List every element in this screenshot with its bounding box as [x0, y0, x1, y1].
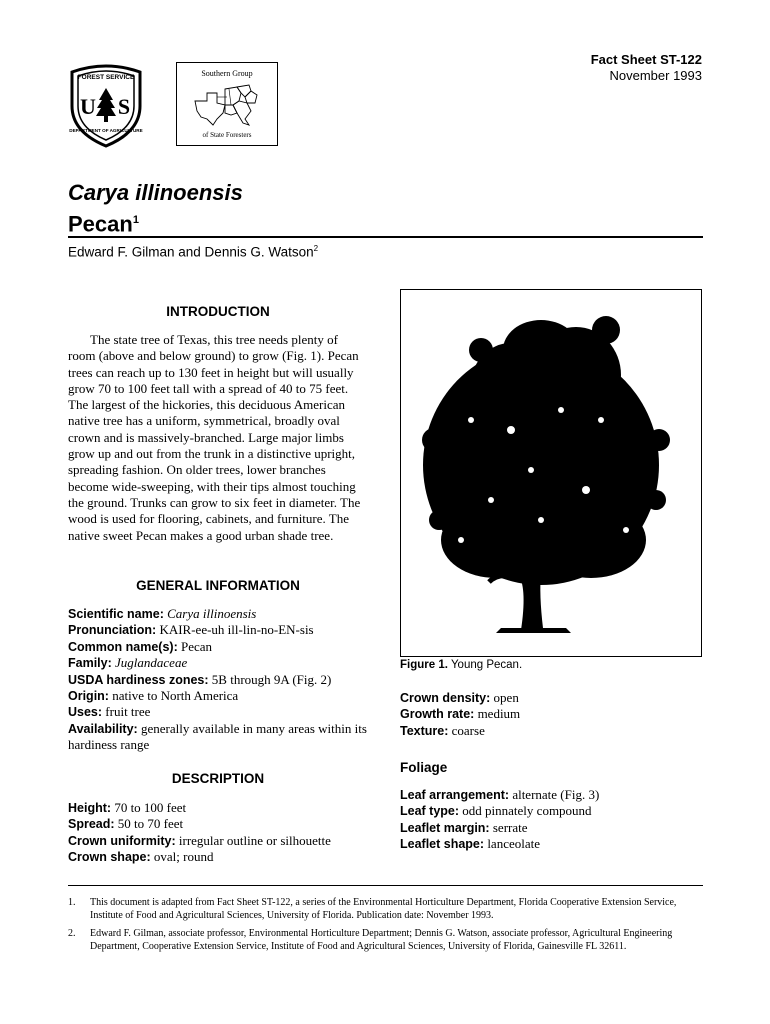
authors-footnote-marker: 2 — [313, 244, 319, 253]
svg-text:FOREST SERVICE: FOREST SERVICE — [77, 74, 135, 81]
field-label: Leaf type: — [400, 804, 460, 819]
footnote-1 — [68, 897, 703, 922]
author-names: Edward F. Gilman and Dennis G. Watson — [68, 244, 314, 260]
title-footnote-marker: 1 — [132, 214, 139, 226]
svg-text:DEPARTMENT OF AGRICULTURE: DEPARTMENT OF AGRICULTURE — [69, 128, 143, 133]
common-name-title: Pecan — [68, 211, 133, 237]
field-label: Leaf arrangement: — [400, 788, 510, 802]
state-foresters-logo — [176, 62, 278, 146]
field-growth-rate — [400, 706, 700, 722]
field-label: Scientific name: — [68, 607, 164, 621]
field-label: Leaflet margin: — [400, 820, 490, 835]
field-label: Texture: — [400, 723, 449, 738]
field-label: Uses: — [68, 705, 103, 720]
figure-caption-text: Young Pecan. — [450, 659, 523, 671]
field-uses — [68, 704, 378, 720]
figure-caption — [400, 659, 522, 671]
field-value: lanceolate — [487, 836, 540, 852]
field-value: irregular outline or silhouette — [178, 832, 331, 848]
introduction-heading: INTRODUCTION — [166, 304, 270, 319]
logo-top-text: Southern Group — [201, 69, 253, 78]
svg-text:U: U — [80, 94, 96, 119]
publication-date: November 1993 — [609, 68, 702, 83]
field-pronunciation — [68, 622, 378, 638]
field-common-names — [68, 639, 378, 655]
field-label: Crown shape: — [68, 850, 151, 865]
fact-sheet-header — [591, 52, 702, 84]
field-texture — [400, 723, 700, 739]
description-heading: DESCRIPTION — [171, 771, 265, 786]
introduction-text: The state tree of Texas, this tree needs plenty of room (above and below ground) to grow (Fig. 1). Pecan trees can reach up to 130 feet in height but will usually grow 70 to 100 feet tall with a spread of 40 to 75 feet. The largest of the hickories, this deciduous American native tree has a uniform, symmetrical, broadly oval crown and is massively-branched. Large major limbs grow up and out from the trunk in a distinctive upright, spreading fashion. On older trees, lower branches become wide-sweeping, with their tips almost touching the ground. Trunks can grow to six feet in diameter. The wood is used for flooring, cabinets, and furniture. The native sweet Pecan makes a good urban shade tree. — [68, 332, 361, 543]
fact-sheet-id: Fact Sheet ST-122 — [590, 52, 702, 67]
field-crown-density — [400, 690, 700, 706]
field-value: 50 to 70 feet — [117, 816, 184, 832]
field-value: medium — [477, 706, 521, 722]
forest-service-shield-icon — [66, 62, 146, 148]
field-value: KAIR-ee-uh ill-lin-no-EN-sis — [159, 622, 314, 638]
description-fields — [68, 800, 378, 866]
field-scientific-name — [68, 606, 378, 622]
field-value: generally available in many areas within its hardiness range — [68, 720, 367, 753]
title-divider — [68, 236, 703, 238]
footnote-number: 2. — [68, 928, 76, 939]
figure-1-frame — [400, 289, 702, 657]
pecan-tree-silhouette-icon — [401, 290, 701, 656]
field-label: Origin: — [68, 689, 109, 704]
field-label: Common name(s): — [68, 639, 178, 654]
footnote-number: 1. — [68, 897, 76, 908]
field-availability — [68, 721, 378, 754]
field-label: Spread: — [68, 817, 115, 832]
field-label: Growth rate: — [400, 707, 475, 722]
logo-bottom-text: of State Foresters — [202, 131, 252, 139]
field-label: Crown uniformity: — [68, 833, 176, 848]
foliage-fields — [400, 787, 700, 853]
field-value: coarse — [451, 722, 485, 738]
field-label: USDA hardiness zones: — [68, 672, 209, 687]
crown-fields — [400, 690, 700, 739]
field-value: serrate — [492, 819, 528, 835]
field-value: Juglandaceae — [115, 655, 188, 671]
footnote-text: This document is adapted from Fact Sheet ST-122, a series of the Environmental Horticulture Department, Florida Cooperative Extension Service, Institute of Food and Agricultural Sciences, University of Florida. Publication date: November 1993. — [90, 897, 677, 921]
southern-states-map-icon — [187, 79, 267, 129]
field-leaf-arrangement — [400, 787, 700, 803]
field-height — [68, 800, 378, 816]
field-value: odd pinnately compound — [462, 803, 592, 819]
field-value: alternate (Fig. 3) — [512, 787, 600, 802]
footnote-2 — [68, 928, 703, 953]
general-information-heading: GENERAL INFORMATION — [136, 578, 300, 593]
field-label: Leaflet shape: — [400, 837, 485, 852]
field-value: Carya illinoensis — [167, 606, 257, 621]
scientific-title: Carya illinoensis — [68, 180, 243, 205]
field-spread — [68, 816, 378, 832]
footnote-divider — [68, 885, 703, 886]
field-leaflet-shape — [400, 836, 700, 852]
field-value: open — [493, 690, 519, 705]
field-label: Family: — [68, 656, 112, 671]
field-leaf-type — [400, 803, 700, 819]
field-origin — [68, 688, 378, 704]
field-label: Height: — [68, 801, 112, 815]
field-label: Pronunciation: — [68, 623, 157, 638]
common-title — [68, 207, 139, 237]
field-crown-shape — [68, 849, 378, 865]
field-crown-uniformity — [68, 833, 378, 849]
field-value: oval; round — [153, 849, 214, 865]
field-value: 5B through 9A (Fig. 2) — [211, 671, 332, 687]
footnote-text: Edward F. Gilman, associate professor, Environmental Horticulture Department; Dennis G. Watson, associate professor, Agricultural Engineering Department, Cooperative Extension Service, Institute of Food and Agricultural Sciences, University of Florida, Gainesville FL 32611. — [90, 928, 673, 952]
field-hardiness-zones — [68, 672, 378, 688]
field-family — [68, 655, 378, 671]
field-label: Crown density: — [400, 691, 491, 705]
field-leaflet-margin — [400, 820, 700, 836]
svg-text:S: S — [117, 94, 131, 119]
foliage-heading: Foliage — [400, 760, 448, 775]
general-information-fields — [68, 606, 378, 754]
field-value: 70 to 100 feet — [114, 800, 187, 815]
figure-label: Figure 1. — [400, 659, 448, 671]
field-label: Availability: — [68, 721, 138, 736]
field-value: Pecan — [180, 638, 213, 654]
field-value: fruit tree — [105, 704, 151, 720]
field-value: native to North America — [112, 688, 239, 704]
authors-line — [68, 244, 318, 260]
